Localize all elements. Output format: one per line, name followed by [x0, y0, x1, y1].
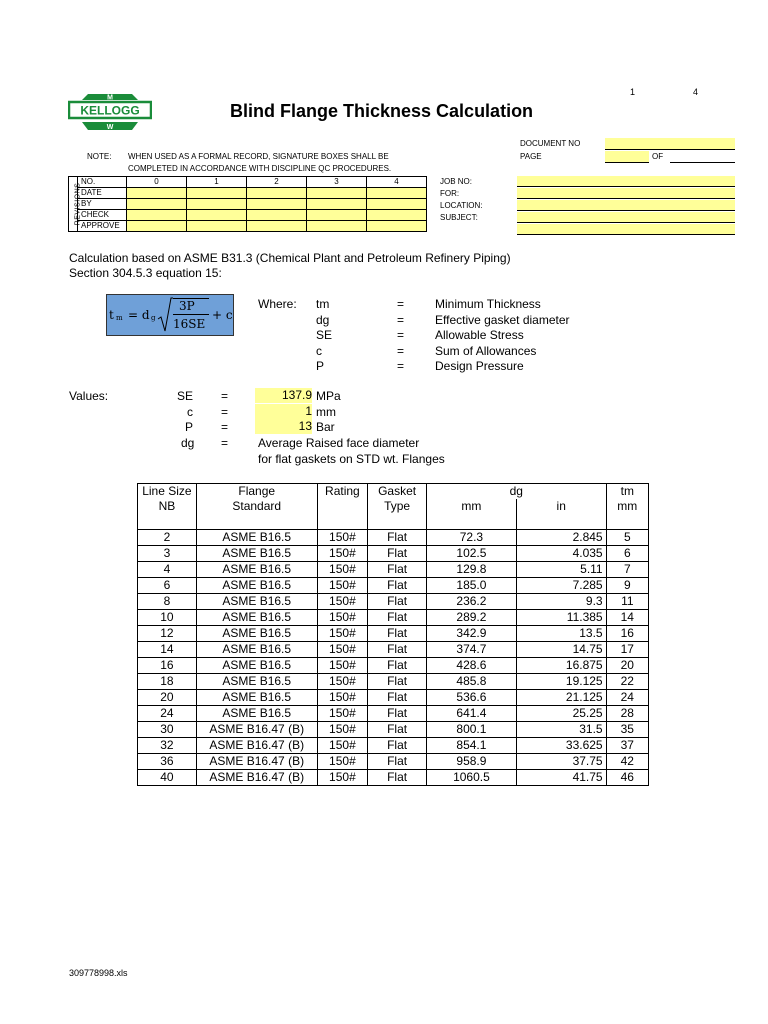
table-cell: ASME B16.5	[196, 610, 317, 626]
table-cell: Flat	[368, 658, 427, 674]
note-label: NOTE:	[87, 152, 112, 161]
logo-letter-m: M	[107, 94, 113, 102]
table-row	[138, 594, 649, 610]
rev-cell[interactable]	[307, 210, 367, 221]
location-field[interactable]	[517, 200, 735, 211]
table-cell: 150#	[317, 546, 368, 562]
rev-cell[interactable]	[127, 188, 187, 199]
rev-cell[interactable]	[187, 221, 247, 232]
table-row	[138, 706, 649, 722]
table-cell: 18	[138, 674, 197, 690]
table-cell: 10	[138, 610, 197, 626]
value-sym: c	[187, 405, 193, 419]
value-unit: mm	[316, 405, 336, 419]
subject-label: SUBJECT:	[440, 213, 478, 222]
table-cell: 16	[138, 658, 197, 674]
p-value-field[interactable]: 13	[255, 419, 312, 434]
logo-text: KELLOGG	[80, 103, 140, 118]
table-cell: Flat	[368, 562, 427, 578]
table-cell: Flat	[368, 578, 427, 594]
table-cell: 129.8	[427, 562, 517, 578]
table-cell: ASME B16.5	[196, 530, 317, 546]
table-cell: 185.0	[427, 578, 517, 594]
rev-row-label: APPROVE	[78, 221, 127, 232]
table-cell: ASME B16.5	[196, 642, 317, 658]
table-cell: 5	[606, 530, 648, 546]
table-cell: 24	[138, 706, 197, 722]
rev-cell[interactable]	[307, 188, 367, 199]
table-cell: Flat	[368, 754, 427, 770]
rev-cell[interactable]	[247, 210, 307, 221]
where-eq: =	[397, 297, 405, 311]
table-cell: 150#	[317, 706, 368, 722]
table-cell: 150#	[317, 610, 368, 626]
table-cell: Flat	[368, 594, 427, 610]
col-subheader: mm	[606, 499, 648, 514]
col-header: dg	[427, 484, 607, 500]
table-cell: 36	[138, 754, 197, 770]
table-cell: ASME B16.47 (B)	[196, 722, 317, 738]
rev-cell[interactable]	[247, 221, 307, 232]
table-cell: ASME B16.5	[196, 578, 317, 594]
table-row	[138, 546, 649, 562]
table-row	[138, 690, 649, 706]
dg-eq: =	[221, 436, 229, 450]
table-cell: 9.3	[516, 594, 606, 610]
table-cell: 37.75	[516, 754, 606, 770]
rev-col-header: 2	[247, 177, 307, 188]
table-cell: 4.035	[516, 546, 606, 562]
rev-col-header: 4	[367, 177, 427, 188]
table-cell: 958.9	[427, 754, 517, 770]
table-cell: 150#	[317, 770, 368, 786]
rev-cell[interactable]	[127, 199, 187, 210]
table-cell: 150#	[317, 562, 368, 578]
table-cell: Flat	[368, 530, 427, 546]
rev-cell[interactable]	[307, 199, 367, 210]
table-cell: 236.2	[427, 594, 517, 610]
table-cell: 150#	[317, 722, 368, 738]
table-cell: Flat	[368, 546, 427, 562]
table-cell: 6	[606, 546, 648, 562]
subject-field[interactable]	[517, 212, 735, 223]
formula-box	[106, 294, 234, 336]
table-cell: 485.8	[427, 674, 517, 690]
table-cell: 150#	[317, 578, 368, 594]
col-header: Gasket	[368, 484, 427, 500]
where-eq: =	[397, 328, 405, 342]
revisions-table	[68, 176, 427, 232]
table-cell: 16	[606, 626, 648, 642]
rev-cell[interactable]	[127, 210, 187, 221]
col-subheader: mm	[427, 499, 517, 514]
document-no-field[interactable]	[605, 138, 735, 150]
table-cell: Flat	[368, 690, 427, 706]
note-line-1: WHEN USED AS A FORMAL RECORD, SIGNATURE BOXES SHALL BE	[128, 152, 389, 161]
job-no-label: JOB NO:	[440, 177, 473, 186]
value-sym: P	[185, 420, 194, 434]
col-header: Line Size	[138, 484, 197, 500]
table-cell: 17	[606, 642, 648, 658]
table-cell: 19.125	[516, 674, 606, 690]
table-cell: 150#	[317, 530, 368, 546]
table-cell: 46	[606, 770, 648, 786]
table-cell: 7	[606, 562, 648, 578]
where-sym: P	[316, 359, 325, 373]
rev-cell[interactable]	[367, 188, 427, 199]
table-cell: 25.25	[516, 706, 606, 722]
formula-d-sub: g	[151, 314, 156, 322]
table-row	[138, 578, 649, 594]
table-cell: 9	[606, 578, 648, 594]
table-cell: 14.75	[516, 642, 606, 658]
revisions-vertical-label: REVISIONS	[74, 182, 82, 226]
table-row	[138, 610, 649, 626]
rev-row-label: NO.	[78, 177, 127, 188]
rev-cell[interactable]	[187, 210, 247, 221]
table-row	[138, 754, 649, 770]
where-sym: SE	[316, 328, 333, 342]
table-cell: 428.6	[427, 658, 517, 674]
where-desc: Allowable Stress	[435, 328, 524, 342]
table-cell: 12	[138, 626, 197, 642]
table-cell: 2.845	[516, 530, 606, 546]
table-cell: Flat	[368, 770, 427, 786]
document-no-label: DOCUMENT NO	[520, 139, 581, 148]
table-cell: Flat	[368, 722, 427, 738]
rev-cell[interactable]	[187, 199, 247, 210]
col-subheader: Standard	[196, 499, 317, 514]
rev-cell[interactable]	[307, 221, 367, 232]
table-cell: Flat	[368, 674, 427, 690]
table-cell: ASME B16.47 (B)	[196, 754, 317, 770]
where-desc: Sum of Allowances	[435, 344, 537, 358]
table-cell: 150#	[317, 674, 368, 690]
of-label: OF	[652, 152, 664, 161]
value-eq: =	[221, 405, 229, 419]
intro-line-2: Section 304.5.3 equation 15:	[69, 266, 222, 280]
table-cell: ASME B16.5	[196, 674, 317, 690]
page-title: Blind Flange Thickness Calculation	[230, 101, 534, 121]
table-cell: ASME B16.5	[196, 594, 317, 610]
table-row	[138, 722, 649, 738]
rev-col-header: 0	[127, 177, 187, 188]
where-desc: Effective gasket diameter	[435, 313, 570, 327]
revisions-vertical-label-cell	[69, 177, 82, 232]
table-cell: 150#	[317, 642, 368, 658]
table-cell: 20	[606, 658, 648, 674]
where-sym: dg	[316, 313, 330, 327]
col-subheader: in	[516, 499, 606, 514]
rev-col-header: 1	[187, 177, 247, 188]
table-row	[138, 738, 649, 754]
rev-cell[interactable]	[247, 188, 307, 199]
table-cell: 150#	[317, 754, 368, 770]
formula-plus: + c	[212, 308, 233, 322]
where-label: Where:	[258, 297, 297, 311]
table-cell: 150#	[317, 690, 368, 706]
intro-line-1: Calculation based on ASME B31.3 (Chemical Plant and Petroleum Refinery Piping)	[69, 251, 511, 265]
table-cell: 4	[138, 562, 197, 578]
table-row	[138, 626, 649, 642]
table-cell: Flat	[368, 738, 427, 754]
table-cell: ASME B16.5	[196, 562, 317, 578]
table-cell: Flat	[368, 610, 427, 626]
table-cell: 536.6	[427, 690, 517, 706]
table-cell: 33.625	[516, 738, 606, 754]
value-eq: =	[221, 420, 229, 434]
sqrt-icon	[157, 297, 173, 333]
where-sym: tm	[316, 297, 330, 311]
where-desc: Design Pressure	[435, 359, 524, 373]
table-cell: 22	[606, 674, 648, 690]
table-cell: 32	[138, 738, 197, 754]
col-subheader	[317, 499, 368, 514]
table-cell: 800.1	[427, 722, 517, 738]
rev-cell[interactable]	[367, 221, 427, 232]
table-cell: ASME B16.5	[196, 546, 317, 562]
table-cell: 289.2	[427, 610, 517, 626]
table-cell: 16.875	[516, 658, 606, 674]
formula-eq: = d	[128, 308, 150, 322]
table-cell: 13.5	[516, 626, 606, 642]
page-label: PAGE	[520, 152, 542, 161]
value-unit: MPa	[316, 389, 341, 403]
subject-field-2[interactable]	[517, 224, 735, 235]
table-row	[138, 674, 649, 690]
table-cell: 20	[138, 690, 197, 706]
table-cell: 14	[606, 610, 648, 626]
rev-cell[interactable]	[367, 210, 427, 221]
table-cell: 150#	[317, 594, 368, 610]
table-cell: 2	[138, 530, 197, 546]
page-field[interactable]	[605, 151, 649, 163]
page-of-field[interactable]	[670, 151, 735, 163]
table-cell: ASME B16.47 (B)	[196, 738, 317, 754]
formula-numerator: 3P	[179, 299, 195, 313]
table-cell: 8	[138, 594, 197, 610]
table-cell: 28	[606, 706, 648, 722]
formula-denominator: 16SE	[173, 317, 206, 331]
table-cell: 72.3	[427, 530, 517, 546]
table-cell: 31.5	[516, 722, 606, 738]
col-subheader: Type	[368, 499, 427, 514]
where-eq: =	[397, 344, 405, 358]
rev-col-header: 3	[307, 177, 367, 188]
table-cell: ASME B16.5	[196, 690, 317, 706]
col-header: Rating	[317, 484, 368, 500]
logo-letter-w: W	[106, 124, 114, 131]
table-cell: 150#	[317, 626, 368, 642]
table-cell: 102.5	[427, 546, 517, 562]
table-cell: 40	[138, 770, 197, 786]
table-cell: 24	[606, 690, 648, 706]
table-cell: ASME B16.5	[196, 626, 317, 642]
c-value-field[interactable]: 1	[255, 404, 312, 419]
flange-table	[137, 483, 649, 786]
table-cell: 150#	[317, 738, 368, 754]
table-cell: 11	[606, 594, 648, 610]
note-line-2: COMPLETED IN ACCORDANCE WITH DISCIPLINE QC PROCEDURES.	[128, 164, 392, 173]
table-cell: 37	[606, 738, 648, 754]
table-cell: ASME B16.5	[196, 658, 317, 674]
table-row	[138, 562, 649, 578]
footer-filename: 309778998.xls	[69, 968, 128, 978]
for-label: FOR:	[440, 189, 460, 198]
table-cell: 7.285	[516, 578, 606, 594]
where-eq: =	[397, 313, 405, 327]
rev-row-label: DATE	[78, 188, 127, 199]
table-cell: 14	[138, 642, 197, 658]
table-cell: 42	[606, 754, 648, 770]
table-cell: 5.11	[516, 562, 606, 578]
table-cell: 11.385	[516, 610, 606, 626]
rev-cell[interactable]	[187, 188, 247, 199]
table-cell: ASME B16.47 (B)	[196, 770, 317, 786]
table-cell: Flat	[368, 706, 427, 722]
page-number: 1	[630, 87, 636, 97]
table-cell: 30	[138, 722, 197, 738]
where-desc: Minimum Thickness	[435, 297, 541, 311]
table-cell: Flat	[368, 626, 427, 642]
dg-sym: dg	[181, 436, 195, 450]
table-cell: ASME B16.5	[196, 706, 317, 722]
table-cell: 41.75	[516, 770, 606, 786]
table-cell: 35	[606, 722, 648, 738]
table-row	[138, 770, 649, 786]
value-unit: Bar	[316, 420, 335, 434]
page-total: 4	[693, 87, 699, 97]
se-value-field[interactable]: 137.9	[255, 388, 312, 403]
table-cell: 3	[138, 546, 197, 562]
for-field[interactable]	[517, 188, 735, 199]
table-cell: 374.7	[427, 642, 517, 658]
table-row	[138, 530, 649, 546]
rev-cell[interactable]	[247, 199, 307, 210]
table-cell: 150#	[317, 658, 368, 674]
value-eq: =	[221, 389, 229, 403]
table-cell: 854.1	[427, 738, 517, 754]
formula-lhs: t	[109, 308, 114, 322]
job-no-field[interactable]	[517, 176, 735, 187]
col-header: tm	[606, 484, 648, 500]
formula-lhs-sub: m	[116, 314, 123, 322]
where-sym: c	[316, 344, 322, 358]
rev-row-label: CHECK	[78, 210, 127, 221]
values-label: Values:	[69, 389, 109, 403]
dg-desc-line-2: for flat gaskets on STD wt. Flanges	[258, 452, 445, 466]
table-cell: 342.9	[427, 626, 517, 642]
table-row	[138, 658, 649, 674]
rev-row-label: BY	[78, 199, 127, 210]
value-sym: SE	[177, 389, 194, 403]
table-cell: Flat	[368, 642, 427, 658]
col-subheader: NB	[138, 499, 197, 514]
rev-cell[interactable]	[127, 221, 187, 232]
dg-desc-line-1: Average Raised face diameter	[258, 436, 420, 450]
col-header: Flange	[196, 484, 317, 500]
table-cell: 1060.5	[427, 770, 517, 786]
table-row	[138, 642, 649, 658]
rev-cell[interactable]	[367, 199, 427, 210]
table-cell: 21.125	[516, 690, 606, 706]
kellogg-logo	[68, 92, 152, 132]
where-eq: =	[397, 359, 405, 373]
table-cell: 6	[138, 578, 197, 594]
table-cell: 641.4	[427, 706, 517, 722]
location-label: LOCATION:	[440, 201, 483, 210]
